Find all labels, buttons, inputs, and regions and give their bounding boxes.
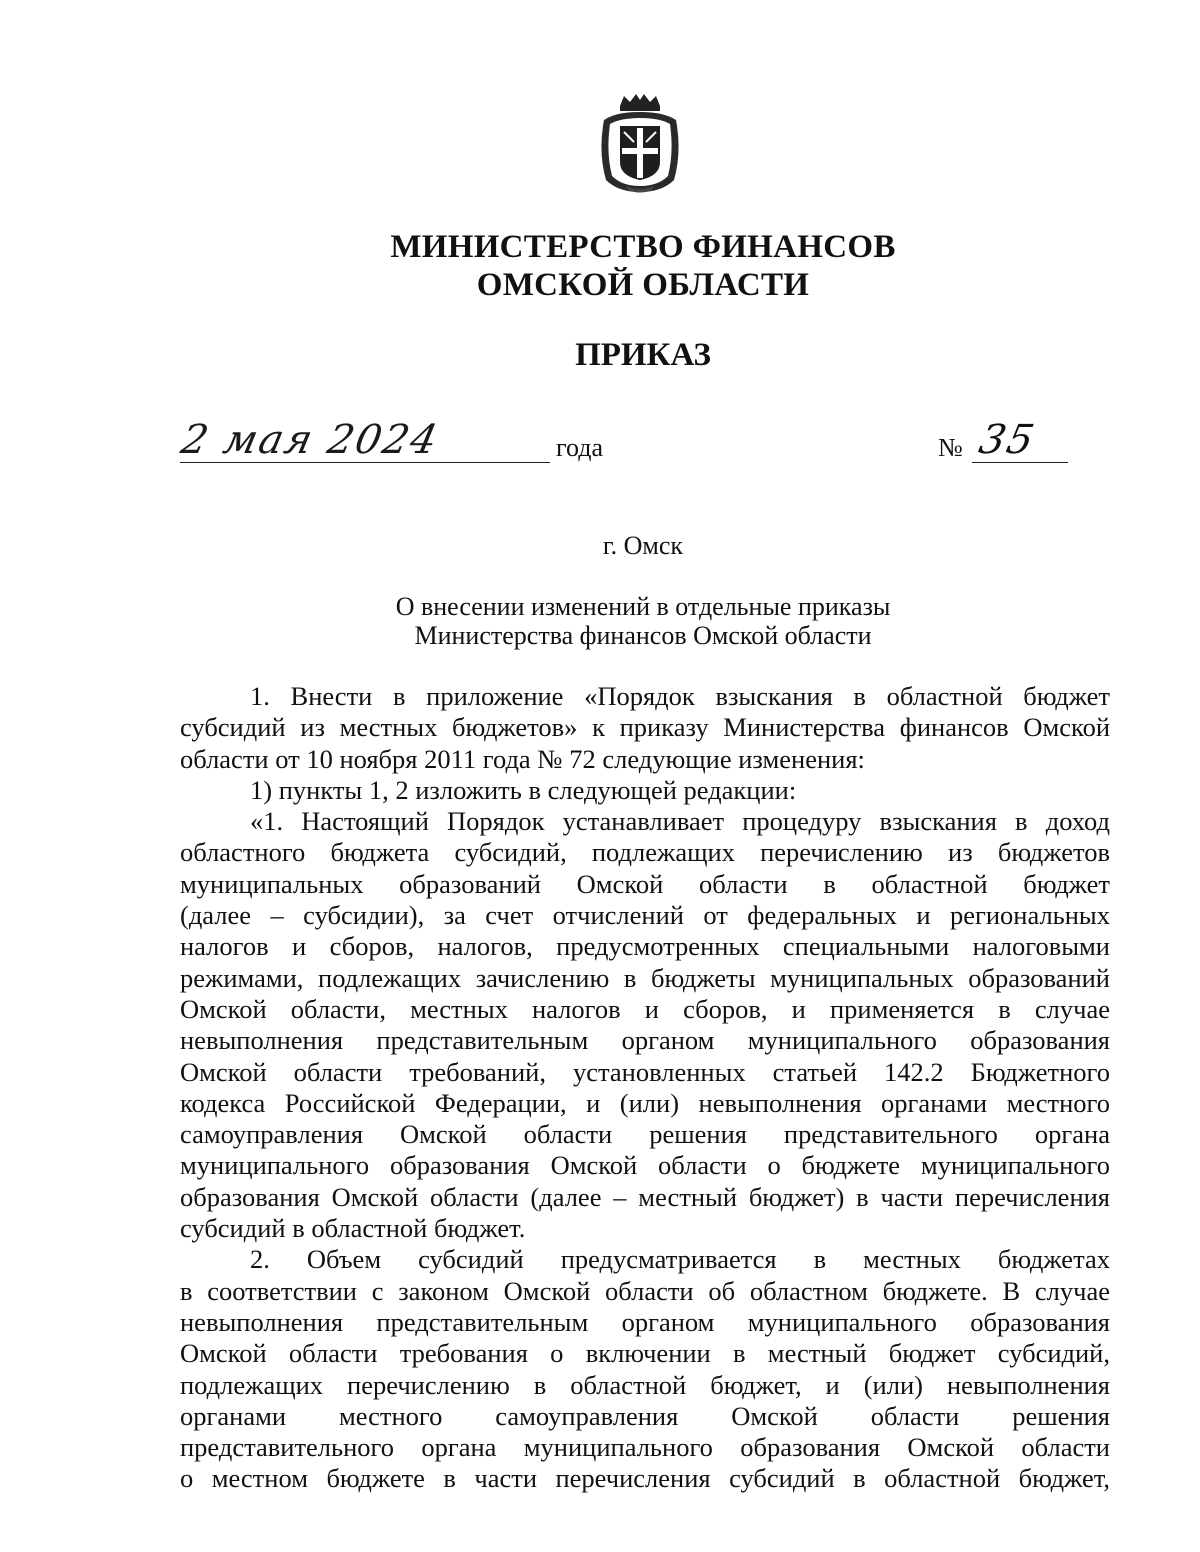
body-line: налогов и сборов, налогов, предусмотренных специальными налоговыми: [180, 931, 1110, 962]
body-line: 1) пункты 1, 2 изложить в следующей редакции:: [250, 774, 797, 805]
subject-line1: О внесении изменений в отдельные приказы: [395, 592, 891, 621]
body-line: области от 10 ноября 2011 года № 72 следующие изменения:: [180, 743, 865, 774]
body-line: Омской области требований, установленных статьей 142.2 Бюджетного: [180, 1056, 1110, 1087]
city-name: г. Омск: [602, 531, 684, 560]
body-line: кодекса Российской Федерации, и (или) невыполнения органами местного: [180, 1087, 1110, 1118]
subject-line2: Министерства финансов Омской области: [414, 621, 872, 650]
body-line: областного бюджета субсидий, подлежащих перечислению из бюджетов: [180, 837, 1110, 868]
body-line: образования Омской области (далее – местный бюджет) в части перечисления: [180, 1181, 1110, 1212]
ministry-name-line2: ОМСКОЙ ОБЛАСТИ: [476, 267, 810, 303]
body-text: [180, 681, 1110, 1495]
body-line: самоуправления Омской области решения представительного органа: [180, 1119, 1110, 1150]
body-line: органами местного самоуправления Омской области решения: [180, 1400, 1110, 1431]
body-line: представительного органа муниципального образования Омской области: [180, 1432, 1110, 1463]
body-line: муниципальных образований Омской области в областной бюджет: [180, 868, 1110, 899]
document-type-title: ПРИКАЗ: [575, 337, 711, 373]
body-line: Омской области требования о включении в местный бюджет субсидий,: [180, 1338, 1110, 1369]
body-line: невыполнения представительным органом муниципального образования: [180, 1306, 1110, 1337]
body-line: в соответствии с законом Омской области об областном бюджете. В случае: [180, 1275, 1110, 1306]
body-line: «1. Настоящий Порядок устанавливает процедуру взыскания в доход: [250, 806, 1110, 837]
body-line: Омской области, местных налогов и сборов, и применяется в случае: [180, 993, 1110, 1024]
body-line: невыполнения представительным органом муниципального образования: [180, 1025, 1110, 1056]
date-underline: [180, 462, 550, 463]
handwritten-number: 35: [975, 417, 1040, 463]
body-line: режимами, подлежащих зачислению в бюджеты муниципальных образований: [180, 962, 1110, 993]
body-line: подлежащих перечислению в областной бюджет, и (или) невыполнения: [180, 1369, 1110, 1400]
handwritten-date: 2 мая 2024: [177, 417, 444, 463]
coat-of-arms-emblem: [594, 92, 686, 194]
body-line: 2. Объем субсидий предусматривается в местных бюджетах: [250, 1244, 1110, 1275]
body-line: субсидий в областной бюджет.: [180, 1213, 526, 1244]
number-sign: №: [938, 433, 963, 462]
body-line: (далее – субсидии), за счет отчислений от федеральных и региональных: [180, 900, 1110, 931]
ministry-name-line1: МИНИСТЕРСТВО ФИНАНСОВ: [390, 229, 896, 265]
body-line: субсидий из местных бюджетов» к приказу Министерства финансов Омской: [180, 712, 1110, 743]
body-line: о местном бюджете в части перечисления субсидий в областной бюджет,: [180, 1463, 1110, 1494]
year-word: года: [556, 433, 604, 462]
number-underline: [972, 462, 1068, 463]
body-line: 1. Внести в приложение «Порядок взыскания в областной бюджет: [250, 681, 1110, 711]
body-line: муниципального образования Омской области о бюджете муниципального: [180, 1150, 1110, 1181]
